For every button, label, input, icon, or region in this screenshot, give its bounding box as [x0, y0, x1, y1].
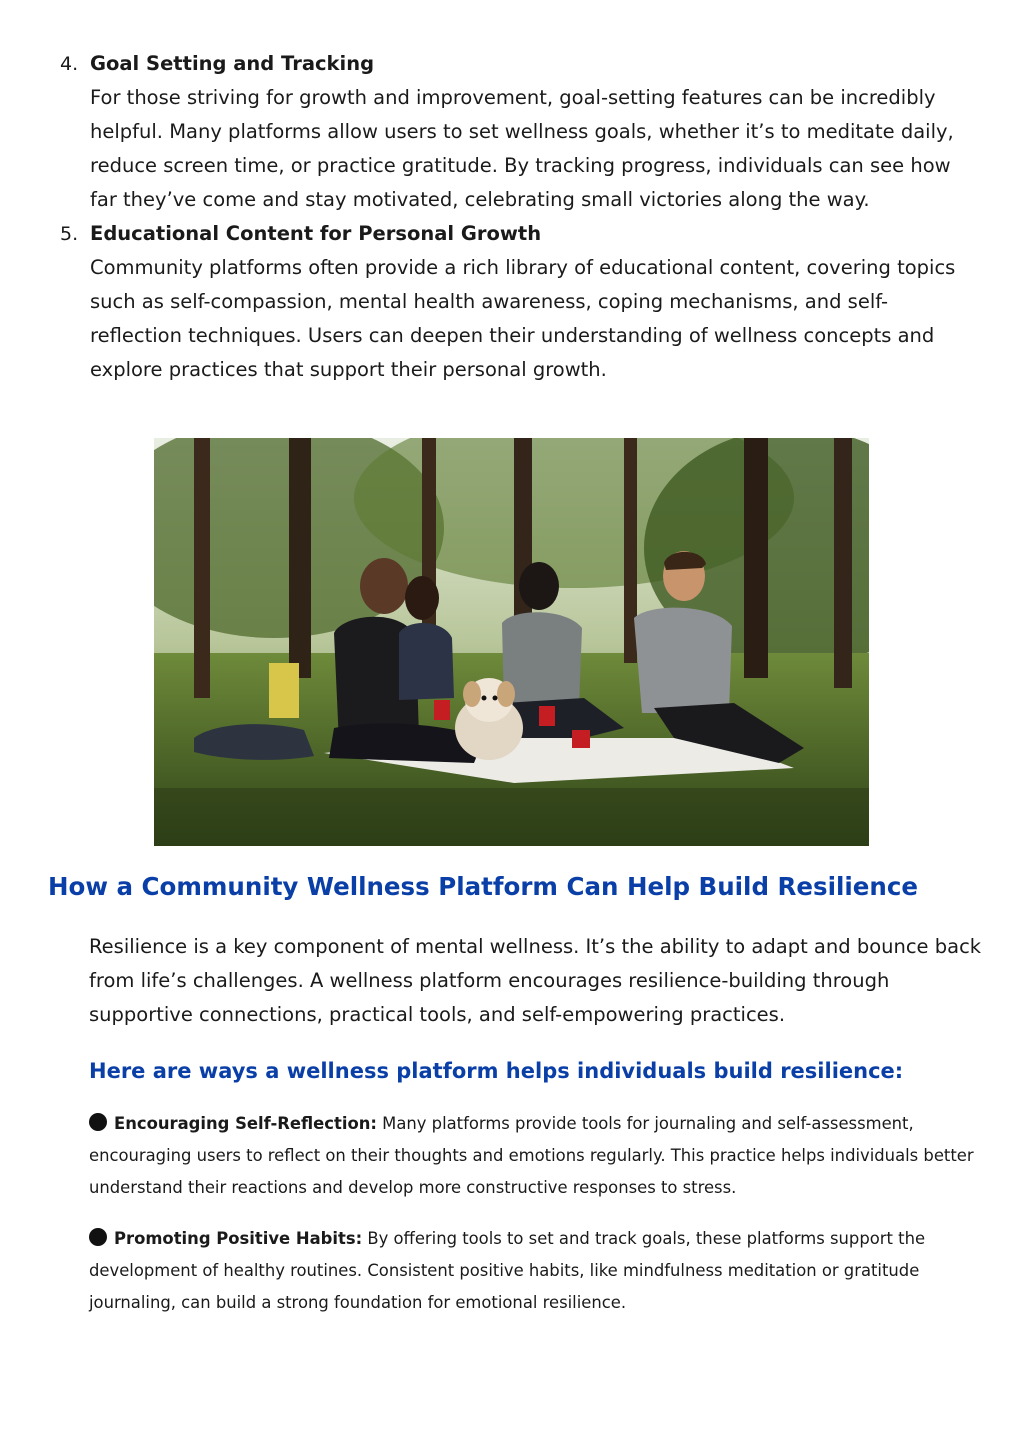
- list-item: [48, 217, 978, 387]
- bullet-label: Encouraging Self-Reflection:: [114, 1114, 377, 1133]
- list-item-body: Community platforms often provide a rich library of educational content, covering topics such as self-compassion, mental health awareness, coping mechanisms, and self-reflection techniques. Users can deepen their understanding of wellness concepts and explore practices that support their personal growth.: [90, 256, 956, 381]
- bullet-dot-icon: [89, 1113, 107, 1131]
- section-heading: How a Community Wellness Platform Can Help Build Resilience: [48, 872, 918, 901]
- list-item-body: For those striving for growth and improvement, goal-setting features can be incredibly helpful. Many platforms allow users to set wellness goals, whether it’s to meditate daily, reduce screen time, or practice gratitude. By tracking progress, individuals can see how far they’ve come and stay motivated, celebrating small victories along the way.: [90, 86, 954, 211]
- section-intro: Resilience is a key component of mental wellness. It’s the ability to adapt and bounce back from life’s challenges. A wellness platform encourages resilience-building through supportive connections, practical tools, and self-empowering practices.: [89, 935, 982, 1026]
- bullet-label: Promoting Positive Habits:: [114, 1229, 363, 1248]
- bullet-item: [89, 1108, 984, 1204]
- list-item-title: Goal Setting and Tracking: [90, 52, 375, 75]
- bullet-text: By offering tools to set and track goals, these platforms support the development of healthy routines. Consistent positive habits, like mindfulness meditation or gratitude journaling, can build a strong foundation for emotional resilience.: [89, 1229, 926, 1312]
- section-subheading: Here are ways a wellness platform helps individuals build resilience:: [89, 1059, 904, 1083]
- list-number: 5.: [60, 223, 79, 245]
- bullet-dot-icon: [89, 1228, 107, 1246]
- list-item: [48, 47, 978, 217]
- bullet-text: Many platforms provide tools for journaling and self-assessment, encouraging users to reflect on their thoughts and emotions regularly. This practice helps individuals better understand their reactions and develop more constructive responses to stress.: [89, 1114, 974, 1197]
- group-picnic-photo: [154, 438, 869, 846]
- bullet-item: [89, 1223, 984, 1319]
- list-number: 4.: [60, 53, 79, 75]
- numbered-list: [48, 47, 978, 387]
- list-item-title: Educational Content for Personal Growth: [90, 222, 542, 245]
